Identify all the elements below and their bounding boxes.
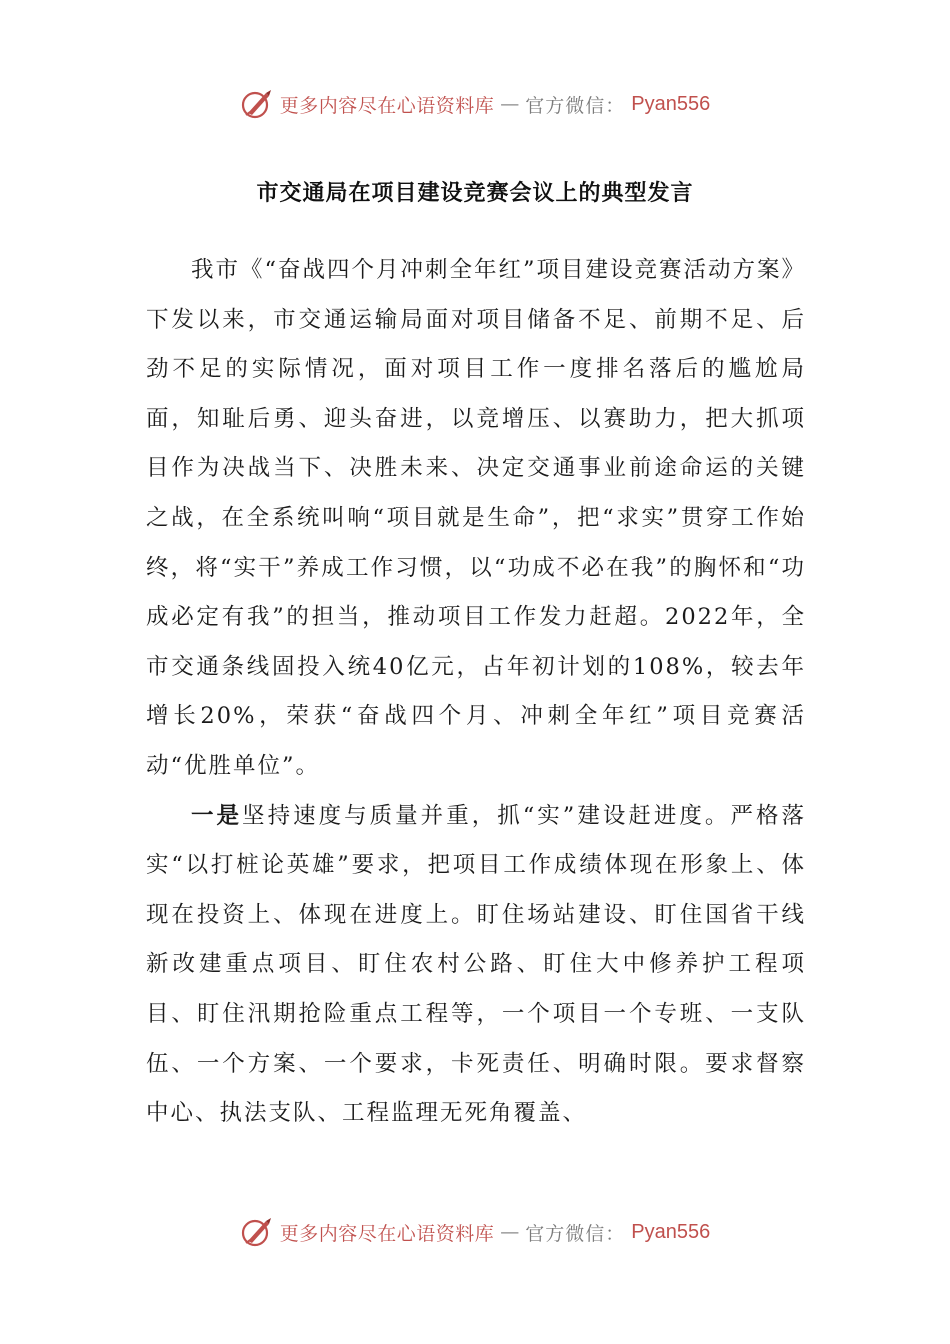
paragraph-point-one [146,792,806,1139]
wechat-label: 官方微信： [525,1222,626,1245]
separator: — [500,93,520,115]
quill-pen-icon [240,1215,274,1249]
document-title: 市交通局在项目建设竞赛会议上的典型发言 [256,180,694,206]
site-name: 更多内容尽在心语资料库 [279,1222,495,1245]
footer-banner [0,1212,950,1252]
wechat-label: 官方微信： [525,94,626,117]
quill-pen-icon [240,87,274,121]
point-one-text: 坚持速度与质量并重，抓“实”建设赶进度。严格落实“以打桩论英雄”要求，把项目工作成绩体现在形象上、体现在投资上、体现在进度上。盯住场站建设、盯住国省干线新改建重点项目、盯住农村公路、盯住大中修养护工程项目、盯住汛期抢险重点工程等，一个项目一个专班、一支队伍、一个方案、一个要求，卡死责任、明确时限。要求督察中心、执法支队、工程监理无死角覆盖、 [146,802,806,1127]
paragraph-intro: 我市《“奋战四个月冲刺全年红”项目建设竞赛活动方案》下发以来，市交通运输局面对项目储备不足、前期不足、后劲不足的实际情况，面对项目工作一度排名落后的尴尬局面，知耻后勇、迎头奋进，以竞增压、以赛助力，把大抓项目作为决战当下、决胜未来、决定交通事业前途命运的关键之战，在全系统叫响“项目就是生命”，把“求实”贯穿工作始终，将“实干”养成工作习惯，以“功成不必在我”的胸怀和“功成必定有我”的担当，推动项目工作发力赶超。2022年，全市交通条线固投入统40亿元，占年初计划的108%，较去年增长20%，荣获“奋战四个月、冲刺全年红”项目竞赛活动“优胜单位”。 [146,257,807,779]
document-body [146,246,806,1139]
header-banner [0,84,950,124]
separator: — [500,1221,520,1243]
site-name: 更多内容尽在心语资料库 [279,94,495,117]
wechat-id: Pyan556 [631,1220,711,1243]
point-one-lead: 一是 [191,802,243,829]
wechat-id: Pyan556 [631,92,711,115]
